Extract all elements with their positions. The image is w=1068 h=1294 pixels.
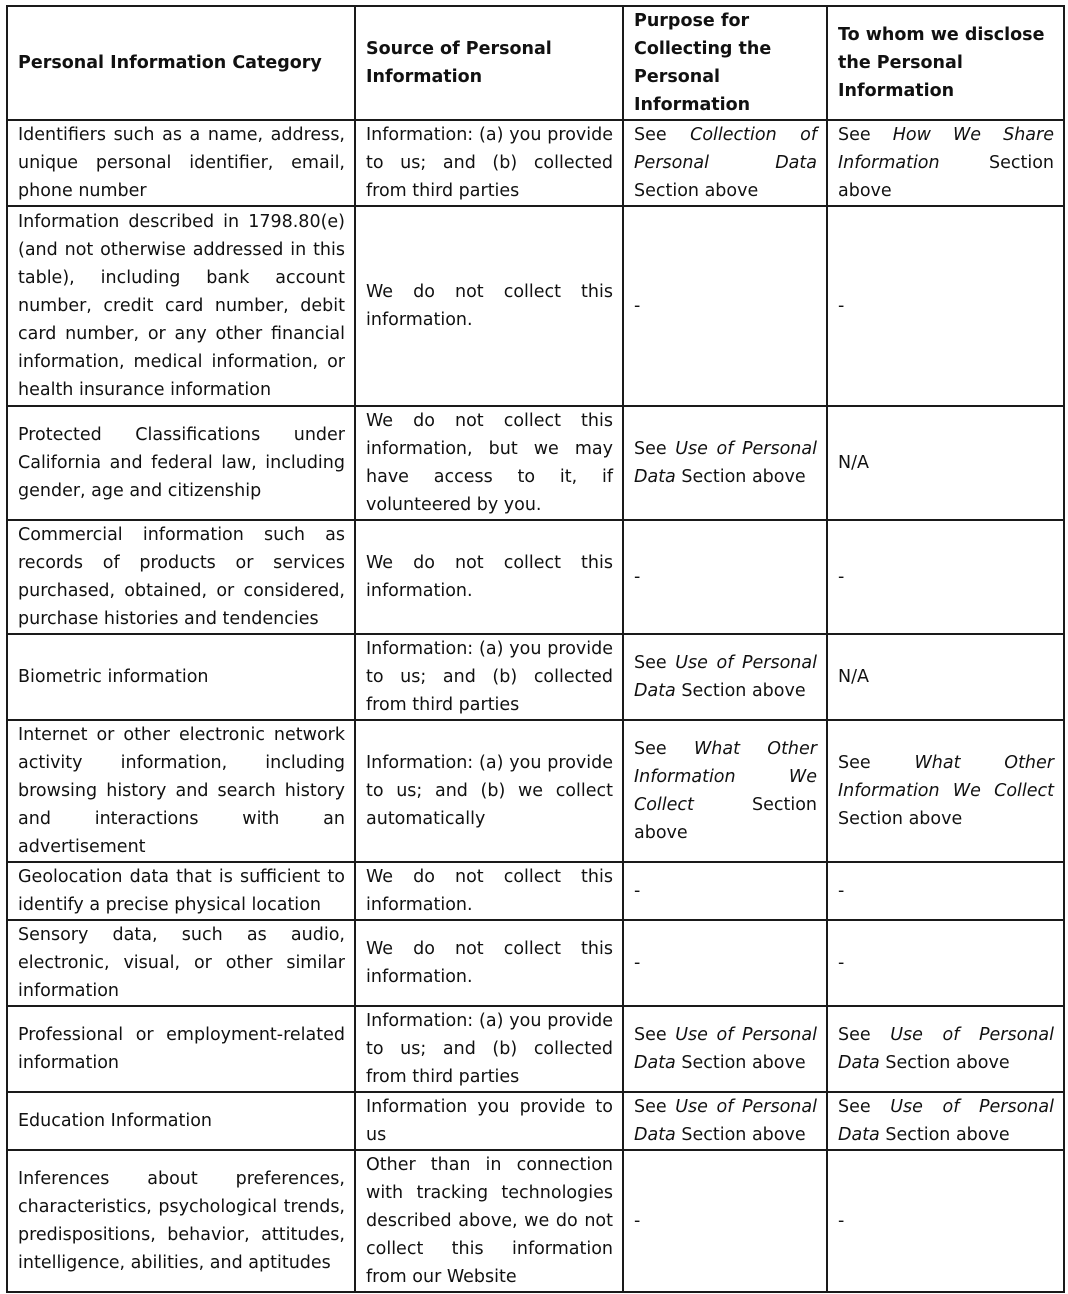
cell-category: Education Information	[7, 1092, 355, 1150]
cell-text-post: Section above	[675, 467, 806, 487]
cell-text-it: How We Share Information	[838, 125, 1054, 173]
cell-category: Identifiers such as a name, address, unique personal identifier, email, phone number	[7, 120, 355, 206]
cell-text-pre: See	[838, 1097, 891, 1117]
cell-category: Sensory data, such as audio, electronic, visual, or other similar information	[7, 920, 355, 1006]
cell-text-post: Section above	[675, 1053, 806, 1073]
cell-disclose: N/A	[827, 634, 1064, 720]
table-row	[7, 720, 1064, 862]
cell-source: Information: (a) you provide to us; and (b) we collect automatically	[355, 720, 623, 862]
cell-text-post: Section above	[838, 153, 1054, 201]
cell-category: Geolocation data that is sufficient to identify a precise physical location	[7, 862, 355, 920]
cell-text-pre: See	[838, 753, 915, 773]
cell-category: Biometric information	[7, 634, 355, 720]
header-source: Source of Personal Information	[355, 6, 623, 120]
cell-text-post: Section above	[879, 1053, 1010, 1073]
header-row	[7, 6, 1064, 120]
cell-text-pre: See	[634, 653, 676, 673]
cell-purpose	[623, 720, 827, 862]
table-row	[7, 206, 1064, 406]
cell-category: Inferences about preferences, characteristics, psychological trends, predispositions, behavior, attitudes, intelligence, abilities, and aptitudes	[7, 1150, 355, 1292]
table-row	[7, 406, 1064, 520]
cell-source: We do not collect this information.	[355, 862, 623, 920]
cell-purpose	[623, 406, 827, 520]
cell-purpose	[623, 1092, 827, 1150]
cell-category: Professional or employment-related information	[7, 1006, 355, 1092]
cell-source: We do not collect this information.	[355, 920, 623, 1006]
cell-source: Information: (a) you provide to us; and (b) collected from third parties	[355, 120, 623, 206]
cell-disclose: -	[827, 920, 1064, 1006]
cell-text-pre: See	[838, 125, 893, 145]
cell-text-pre: See	[838, 1025, 891, 1045]
table-row	[7, 862, 1064, 920]
cell-text-it: Use of Personal Data	[634, 1097, 817, 1145]
cell-text-pre: See	[634, 439, 676, 459]
cell-text-it: Use of Personal Data	[634, 1025, 817, 1073]
cell-text-post: Section above	[675, 681, 806, 701]
table-row	[7, 1150, 1064, 1292]
cell-purpose: -	[623, 862, 827, 920]
cell-text-it: Use of Personal Data	[634, 653, 817, 701]
cell-text-post: Section above	[879, 1125, 1010, 1145]
table-row	[7, 1092, 1064, 1150]
cell-text-post: Section above	[634, 181, 759, 201]
cell-purpose: -	[623, 520, 827, 634]
cell-purpose	[623, 120, 827, 206]
cell-disclose: -	[827, 862, 1064, 920]
header-disclose: To whom we disclose the Personal Information	[827, 6, 1064, 120]
cell-source: We do not collect this information.	[355, 520, 623, 634]
cell-source: Information: (a) you provide to us; and (b) collected from third parties	[355, 634, 623, 720]
table-row	[7, 634, 1064, 720]
cell-source: Other than in connection with tracking technologies described above, we do not collect this information from our Website	[355, 1150, 623, 1292]
cell-source: We do not collect this information.	[355, 206, 623, 406]
cell-text-pre: See	[634, 125, 691, 145]
cell-disclose: -	[827, 1150, 1064, 1292]
cell-purpose	[623, 634, 827, 720]
table-row	[7, 520, 1064, 634]
cell-source: Information you provide to us	[355, 1092, 623, 1150]
table-row	[7, 120, 1064, 206]
cell-category: Commercial information such as records of products or services purchased, obtained, or considered, purchase histories and tendencies	[7, 520, 355, 634]
cell-text-post: Section above	[838, 809, 963, 829]
cell-disclose	[827, 1092, 1064, 1150]
header-purpose: Purpose for Collecting the Personal Information	[623, 6, 827, 120]
cell-text-it: What Other Information We Collect	[838, 753, 1054, 801]
header-category: Personal Information Category	[7, 6, 355, 120]
cell-category: Internet or other electronic network activity information, including browsing history and search history and interactions with an advertisement	[7, 720, 355, 862]
cell-disclose: -	[827, 520, 1064, 634]
personal-information-table	[6, 5, 1065, 1293]
cell-text-it: Use of Personal Data	[634, 439, 817, 487]
table-row	[7, 1006, 1064, 1092]
cell-disclose	[827, 120, 1064, 206]
cell-source: Information: (a) you provide to us; and (b) collected from third parties	[355, 1006, 623, 1092]
cell-purpose: -	[623, 1150, 827, 1292]
table-row	[7, 920, 1064, 1006]
cell-text-post: Section above	[675, 1125, 806, 1145]
cell-disclose	[827, 720, 1064, 862]
cell-source: We do not collect this information, but we may have access to it, if volunteered by you.	[355, 406, 623, 520]
cell-text-pre: See	[634, 1025, 676, 1045]
cell-text-it: Use of Personal Data	[838, 1025, 1054, 1073]
cell-disclose: -	[827, 206, 1064, 406]
cell-text-it: Collection of Personal Data	[634, 125, 817, 173]
cell-text-pre: See	[634, 739, 694, 759]
cell-purpose: -	[623, 920, 827, 1006]
cell-text-pre: See	[634, 1097, 676, 1117]
cell-disclose	[827, 1006, 1064, 1092]
cell-text-post: Section above	[634, 795, 817, 843]
cell-text-it: Use of Personal Data	[838, 1097, 1054, 1145]
cell-purpose: -	[623, 206, 827, 406]
cell-purpose	[623, 1006, 827, 1092]
cell-category: Information described in 1798.80(e) (and not otherwise addressed in this table), including bank account number, credit card number, debit card number, or any other financial information, medical information, or health insurance information	[7, 206, 355, 406]
cell-disclose: N/A	[827, 406, 1064, 520]
cell-text-it: What Other Information We Collect	[634, 739, 817, 815]
cell-category: Protected Classifications under California and federal law, including gender, age and citizenship	[7, 406, 355, 520]
